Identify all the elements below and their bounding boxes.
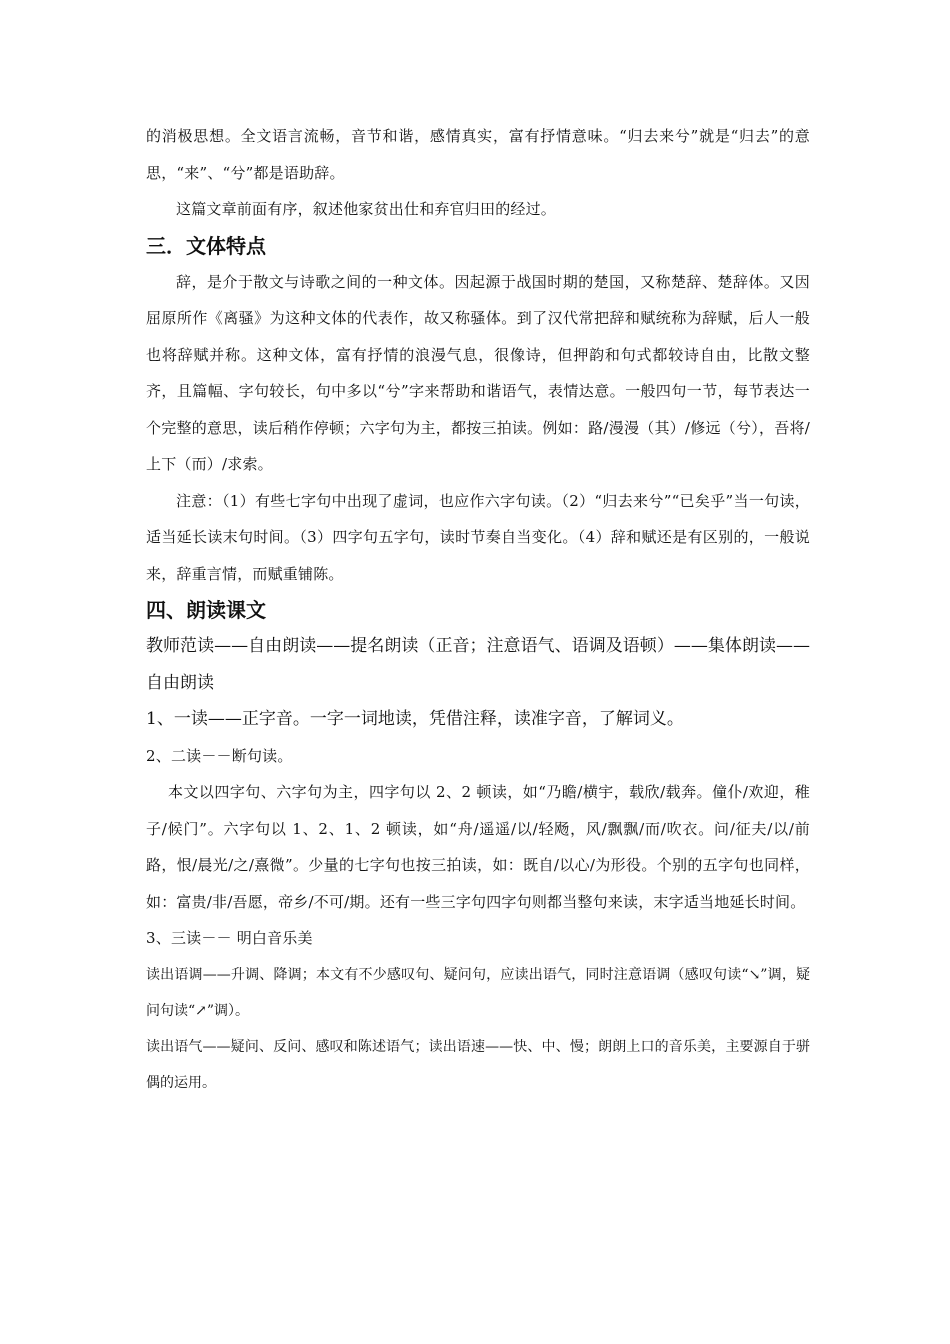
style-paragraph: 辞，是介于散文与诗歌之间的一种文体。因起源于战国时期的楚国，又称楚辞、楚辞体。又因屈原所作《离骚》为这种文体的代表作，故又称骚体。到了汉代常把辞和赋统称为辞赋，后人一般也将辞赋并称。这种文体，富有抒情的浪漫气息，很像诗，但押韵和句式都较诗自由，比散文整齐，且篇幅、字句较长，句中多以“兮”字来帮助和谐语气，表情达意。一般四句一节，每节表达一个完整的意思，读后稍作停顿；六字句为主，都按三拍读。例如：路/漫漫（其）/修远（兮），吾将/上下（而）/求索。 xyxy=(146,272,810,473)
intro-paragraph: 的消极思想。全文语言流畅，音节和谐，感情真实，富有抒情意味。“归去来兮”就是“归去”的意思，“来”、“兮”都是语助辞。 xyxy=(146,127,810,182)
reading-step-1: 1、一读——正字音。一字一词地读，凭借注释，读准字音，了解词义。 xyxy=(146,709,684,729)
section-heading-reading: 四、朗读课文 xyxy=(146,598,266,622)
section-heading-style: 三．文体特点 xyxy=(146,233,266,258)
reading-step-3: 3、三读－－ 明白音乐美 xyxy=(146,929,313,947)
reading-step-2-body: 本文以四字句、六字句为主，四字句以 2、2 顿读，如“乃瞻/横宇，载欣/载奔。僮仆/欢迎，稚子/候门”。六字句以 1、2、1、2 顿读，如“舟/遥遥/以/轻飏，风/飘飘/而/吹衣。问/征夫/以/前路，恨/晨光/之/熹微”。少量的七字句也按三拍读，如：既自/以心/为形役。个别的五字句也同样，如：富贵/非/吾愿，帝乡/不可/期。还有一些三字句四字句则都当整句来读，末字适当地延长时间。 xyxy=(146,783,810,911)
reading-flow: 教师范读——自由朗读——提名朗读（正音；注意语气、语调及语顿）——集体朗读——自由朗读 xyxy=(146,636,810,693)
notes-paragraph: 注意：（1）有些七字句中出现了虚词，也应作六字句读。（2）“归去来兮”“已矣乎”当一句读，适当延长读末句时间。（3）四字句五字句，读时节奏自当变化。（4）辞和赋还是有区别的，一般说来，辞重言情，而赋重铺陈。 xyxy=(146,491,810,583)
reading-step-2: 2、二读－－断句读。 xyxy=(146,746,293,765)
reading-step-3-intonation: 读出语调——升调、降调；本文有不少感叹句、疑问句，应读出语气，同时注意语调（感叹句读“↘”调，疑问句读“↗”调）。 xyxy=(146,966,810,1019)
document-page xyxy=(146,118,810,1101)
intro-preface-paragraph: 这篇文章前面有序，叙述他家贫出仕和弃官归田的经过。 xyxy=(176,200,557,218)
reading-step-3-tone: 读出语气——疑问、反问、感叹和陈述语气；读出语速——快、中、慢；朗朗上口的音乐美，主要源自于骈偶的运用。 xyxy=(146,1038,810,1091)
